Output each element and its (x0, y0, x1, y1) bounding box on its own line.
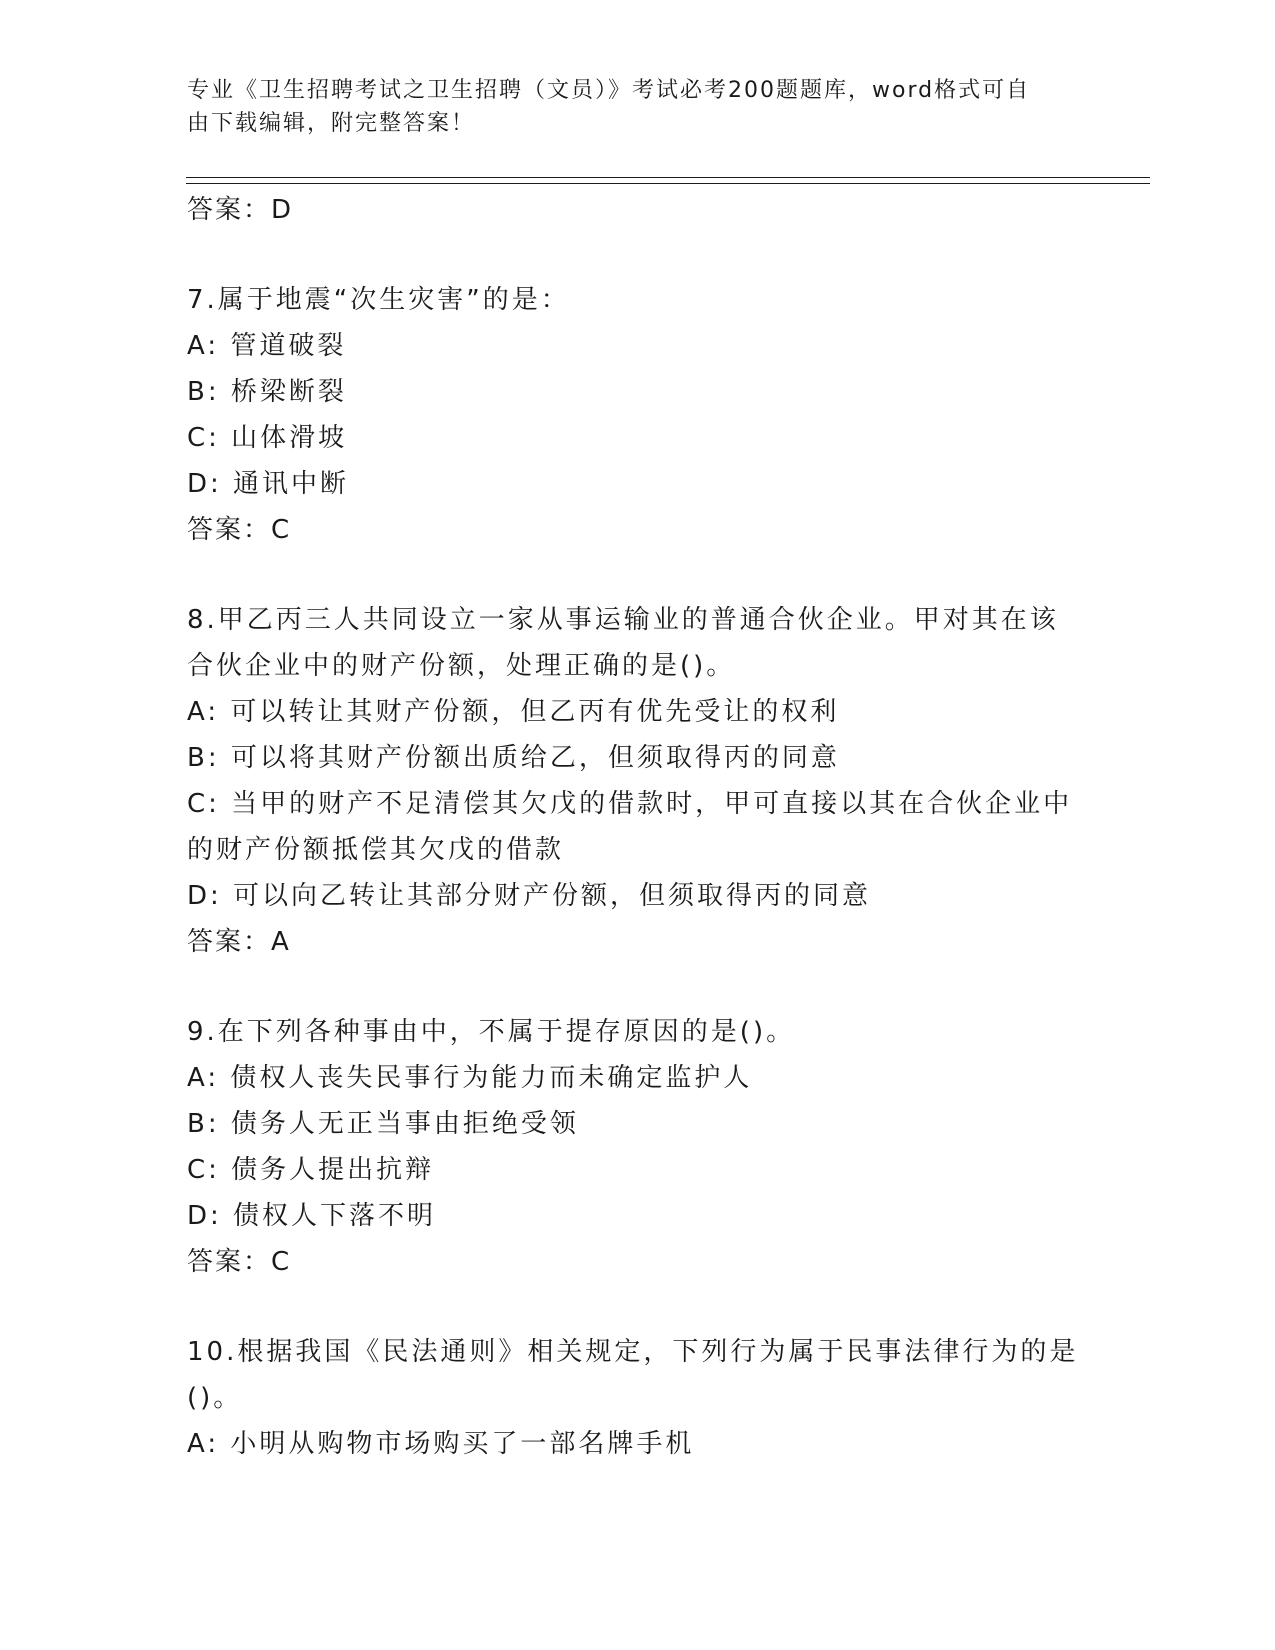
question-block (187, 1329, 1087, 1467)
document-header (187, 74, 1087, 140)
option-d: D: 通讯中断 (187, 469, 350, 499)
option-c: C: 当甲的财产不足清偿其欠戊的借款时，甲可直接以其在合伙企业中 (187, 789, 1073, 819)
option-c-continued: 的财产份额抵偿其欠戊的借款 (187, 835, 565, 865)
question-block (187, 277, 1087, 553)
question-stem: 9.在下列各种事由中，不属于提存原因的是()。 (187, 1017, 796, 1047)
option-d: D: 可以向乙转让其部分财产份额，但须取得丙的同意 (187, 881, 872, 911)
header-line-2: 由下载编辑，附完整答案！ (187, 111, 476, 136)
spacer (187, 1285, 1087, 1329)
spacer (187, 965, 1087, 1009)
option-b: B: 可以将其财产份额出质给乙，但须取得丙的同意 (187, 743, 840, 773)
spacer (187, 233, 1087, 277)
header-line-1: 专业《卫生招聘考试之卫生招聘（文员）》考试必考200题题库，word格式可自 (187, 78, 1031, 103)
answer-line: 答案：D (187, 195, 294, 225)
option-b: B: 桥梁断裂 (187, 377, 347, 407)
option-d: D: 债权人下落不明 (187, 1201, 437, 1231)
answer-line: 答案：C (187, 1247, 292, 1277)
question-block (187, 1009, 1087, 1285)
answer-line: 答案：C (187, 515, 292, 545)
option-a: A: 小明从购物市场购买了一部名牌手机 (187, 1429, 695, 1459)
question-stem-continued: ()。 (187, 1383, 243, 1413)
spacer (187, 553, 1087, 597)
header-divider-top (186, 177, 1150, 178)
question-stem: 8.甲乙丙三人共同设立一家从事运输业的普通合伙企业。甲对其在该 (187, 605, 1059, 635)
option-b: B: 债务人无正当事由拒绝受领 (187, 1109, 579, 1139)
question-stem-continued: 合伙企业中的财产份额，处理正确的是()。 (187, 651, 736, 681)
option-c: C: 债务人提出抗辩 (187, 1155, 435, 1185)
question-stem: 7.属于地震“次生灾害”的是： (187, 285, 570, 315)
question-block (187, 597, 1087, 965)
option-a: A: 可以转让其财产份额，但乙丙有优先受让的权利 (187, 697, 840, 727)
option-a: A: 债权人丧失民事行为能力而未确定监护人 (187, 1063, 753, 1093)
option-c: C: 山体滑坡 (187, 423, 348, 453)
option-a: A: 管道破裂 (187, 331, 347, 361)
header-divider-bottom (186, 183, 1150, 184)
question-stem: 10.根据我国《民法通则》相关规定，下列行为属于民事法律行为的是 (187, 1337, 1079, 1367)
answer-line: 答案：A (187, 927, 291, 957)
question-list (187, 187, 1087, 1467)
